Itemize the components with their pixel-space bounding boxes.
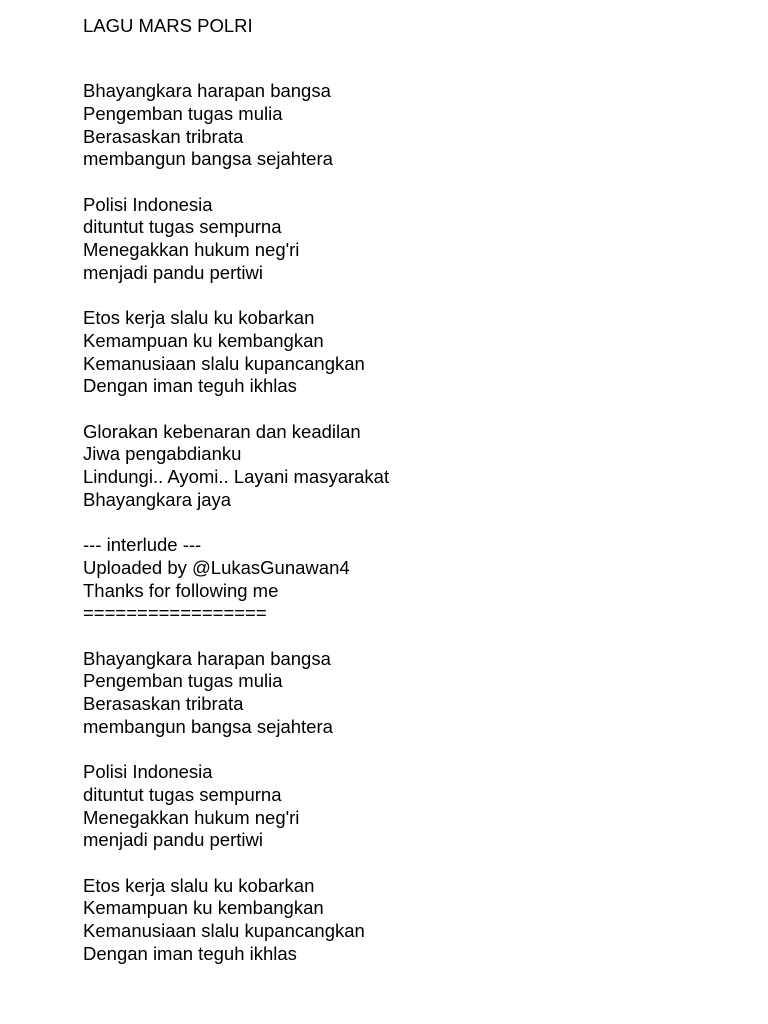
thanks-line: Thanks for following me xyxy=(83,579,279,601)
lyric-line: Polisi Indonesia xyxy=(83,193,213,215)
lyric-line: Kemampuan ku kembangkan xyxy=(83,897,324,919)
lyric-line: Menegakkan hukum neg'ri xyxy=(83,806,300,828)
lyric-line: Etos kerja slalu ku kobarkan xyxy=(83,307,315,329)
lyric-line: menjadi pandu pertiwi xyxy=(83,261,263,283)
lyric-line: Dengan iman teguh ikhlas xyxy=(83,375,297,397)
lyric-line: Lindungi.. Ayomi.. Layani masyarakat xyxy=(83,466,390,488)
interlude-block xyxy=(83,534,723,625)
stanza-4 xyxy=(83,421,723,512)
lyric-line: Polisi Indonesia xyxy=(83,761,213,783)
lyric-line: Menegakkan hukum neg'ri xyxy=(83,239,300,261)
stanza-6 xyxy=(83,761,723,852)
lyric-line: Bhayangkara jaya xyxy=(83,488,232,510)
lyric-line: dituntut tugas sempurna xyxy=(83,783,282,805)
document-page xyxy=(83,15,723,988)
lyric-line: membangun bangsa sejahtera xyxy=(83,715,333,737)
stanza-1 xyxy=(83,80,723,171)
document-title: LAGU MARS POLRI xyxy=(83,15,253,36)
uploader-credit: Uploaded by @LukasGunawan4 xyxy=(83,556,350,578)
lyric-line: Jiwa pengabdianku xyxy=(83,443,242,465)
lyric-line: Pengemban tugas mulia xyxy=(83,670,283,692)
lyric-line: Bhayangkara harapan bangsa xyxy=(83,647,331,669)
lyric-line: Etos kerja slalu ku kobarkan xyxy=(83,874,315,896)
stanza-5 xyxy=(83,648,723,739)
separator-line: ================= xyxy=(83,602,267,624)
stanza-3 xyxy=(83,307,723,398)
lyric-line: Glorakan kebenaran dan keadilan xyxy=(83,420,361,442)
lyric-line: Berasaskan tribrata xyxy=(83,693,244,715)
interlude-marker: --- interlude --- xyxy=(83,534,202,556)
lyric-line: Dengan iman teguh ikhlas xyxy=(83,942,297,964)
title-spacer xyxy=(83,38,723,81)
lyric-line: membangun bangsa sejahtera xyxy=(83,148,333,170)
lyric-line: Bhayangkara harapan bangsa xyxy=(83,80,331,102)
lyric-line: Kemanusiaan slalu kupancangkan xyxy=(83,920,365,942)
lyric-line: Kemanusiaan slalu kupancangkan xyxy=(83,352,365,374)
stanza-7 xyxy=(83,875,723,966)
lyric-line: Pengemban tugas mulia xyxy=(83,102,283,124)
lyric-line: menjadi pandu pertiwi xyxy=(83,829,263,851)
lyric-line: Berasaskan tribrata xyxy=(83,125,244,147)
lyric-line: dituntut tugas sempurna xyxy=(83,216,282,238)
stanza-2 xyxy=(83,194,723,285)
lyric-line: Kemampuan ku kembangkan xyxy=(83,329,324,351)
